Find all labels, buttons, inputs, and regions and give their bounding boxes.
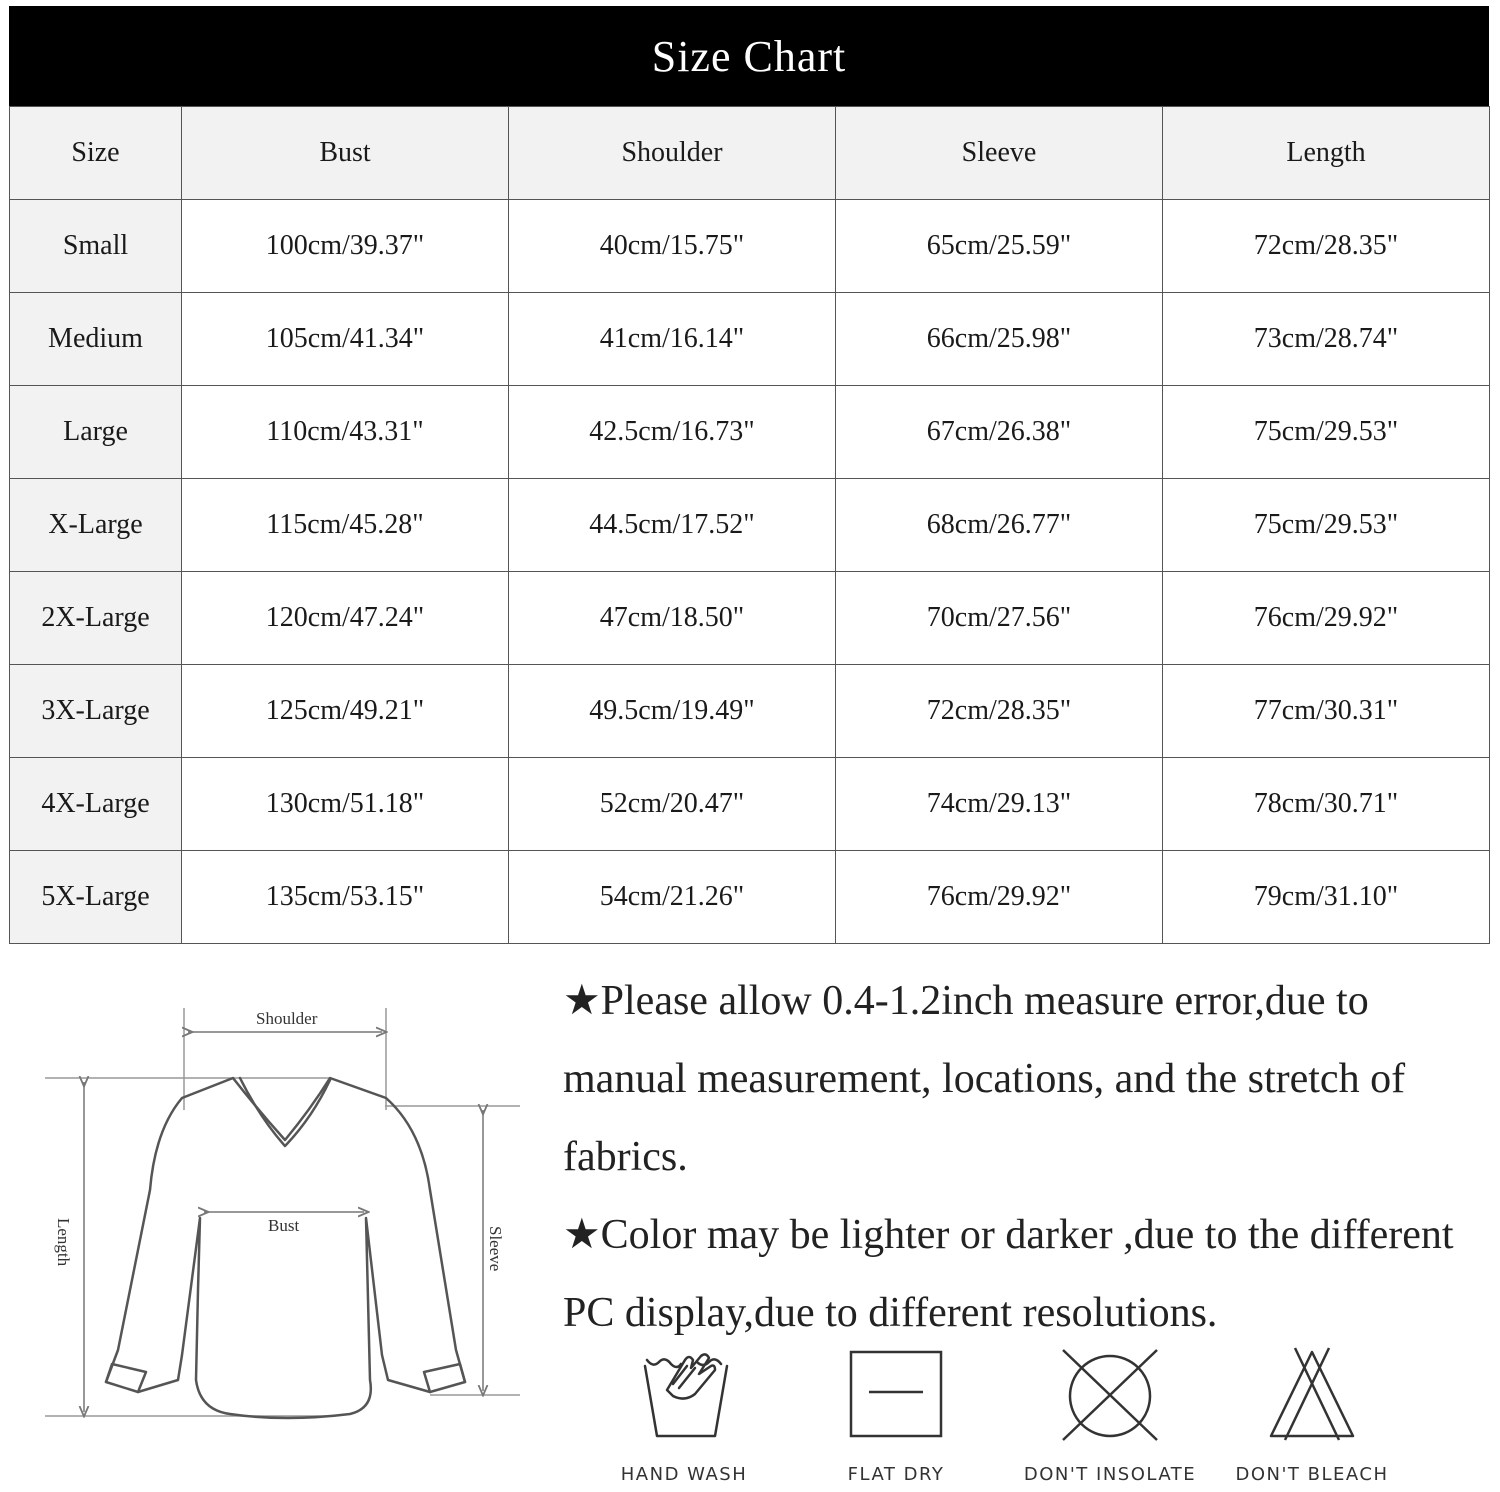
care-instructions [600,1340,1480,1492]
measurement-cell: 44.5cm/17.52" [509,479,836,572]
measurement-cell: 47cm/18.50" [509,572,836,665]
size-name-cell: Large [10,386,182,479]
measurement-cell: 76cm/29.92" [1163,572,1490,665]
care-label-flat-dry: FLAT DRY [847,1464,945,1485]
measurement-cell: 66cm/25.98" [836,293,1163,386]
measurement-cell: 65cm/25.59" [836,200,1163,293]
measurement-cell: 40cm/15.75" [509,200,836,293]
measurement-cell: 41cm/16.14" [509,293,836,386]
care-label-dont-insolate: DON'T INSOLATE [1023,1464,1197,1485]
table-row [10,386,1490,479]
measurement-cell: 72cm/28.35" [1163,200,1490,293]
measurement-cell: 110cm/43.31" [182,386,509,479]
table-row [10,200,1490,293]
table-row [10,665,1490,758]
measurement-cell: 68cm/26.77" [836,479,1163,572]
measurement-cell: 130cm/51.18" [182,758,509,851]
column-header-length: Length [1163,107,1490,200]
care-item-flat-dry [796,1340,996,1490]
care-item-hand-wash [584,1340,784,1490]
care-label-dont-bleach: DON'T BLEACH [1235,1464,1389,1485]
measurement-cell: 79cm/31.10" [1163,851,1490,944]
size-name-cell: Small [10,200,182,293]
column-header-shoulder: Shoulder [509,107,836,200]
care-item-dont-bleach [1212,1340,1412,1490]
table-row [10,293,1490,386]
dont-bleach-icon [1257,1340,1367,1450]
sweater-diagram-svg [30,960,540,1460]
size-name-cell: 3X-Large [10,665,182,758]
measurement-cell: 73cm/28.74" [1163,293,1490,386]
size-name-cell: 2X-Large [10,572,182,665]
sleeve-label: Sleeve [486,1226,505,1272]
table-row [10,479,1490,572]
column-header-bust: Bust [182,107,509,200]
measurement-cell: 49.5cm/19.49" [509,665,836,758]
size-chart-title: Size Chart [9,6,1489,106]
note-color-variation: ★Color may be lighter or darker ,due to the different PC display,due to different resolutions. [563,1212,1454,1336]
dont-insolate-icon [1055,1340,1165,1450]
measurement-notes [563,962,1483,1352]
size-table [9,106,1490,944]
column-header-size: Size [10,107,182,200]
care-item-dont-insolate [1010,1340,1210,1490]
size-name-cell: 5X-Large [10,851,182,944]
measurement-cell: 72cm/28.35" [836,665,1163,758]
measurement-cell: 67cm/26.38" [836,386,1163,479]
care-label-hand-wash: HAND WASH [620,1464,748,1485]
size-name-cell: 4X-Large [10,758,182,851]
table-row [10,758,1490,851]
measurement-cell: 75cm/29.53" [1163,386,1490,479]
measurement-cell: 120cm/47.24" [182,572,509,665]
measurement-cell: 74cm/29.13" [836,758,1163,851]
length-label: Length [54,1218,73,1267]
shoulder-label: Shoulder [256,1009,318,1028]
note-measure-error: ★Please allow 0.4-1.2inch measure error,due to manual measurement, locations, and the stretch of fabrics. [563,978,1406,1180]
flat-dry-icon [841,1340,951,1450]
measurement-cell: 75cm/29.53" [1163,479,1490,572]
measurement-cell: 77cm/30.31" [1163,665,1490,758]
measurement-cell: 125cm/49.21" [182,665,509,758]
bust-label: Bust [268,1216,300,1235]
measurement-cell: 115cm/45.28" [182,479,509,572]
size-chart [9,6,1489,944]
table-row [10,572,1490,665]
size-name-cell: Medium [10,293,182,386]
measurement-cell: 135cm/53.15" [182,851,509,944]
hand-wash-icon [629,1340,739,1450]
table-row [10,851,1490,944]
measurement-cell: 105cm/41.34" [182,293,509,386]
measurement-cell: 42.5cm/16.73" [509,386,836,479]
column-header-sleeve: Sleeve [836,107,1163,200]
measurement-cell: 70cm/27.56" [836,572,1163,665]
measurement-cell: 52cm/20.47" [509,758,836,851]
sweater-measurement-diagram [30,960,540,1460]
size-name-cell: X-Large [10,479,182,572]
measurement-cell: 54cm/21.26" [509,851,836,944]
measurement-cell: 100cm/39.37" [182,200,509,293]
measurement-cell: 76cm/29.92" [836,851,1163,944]
table-header-row [10,107,1490,200]
measurement-cell: 78cm/30.71" [1163,758,1490,851]
